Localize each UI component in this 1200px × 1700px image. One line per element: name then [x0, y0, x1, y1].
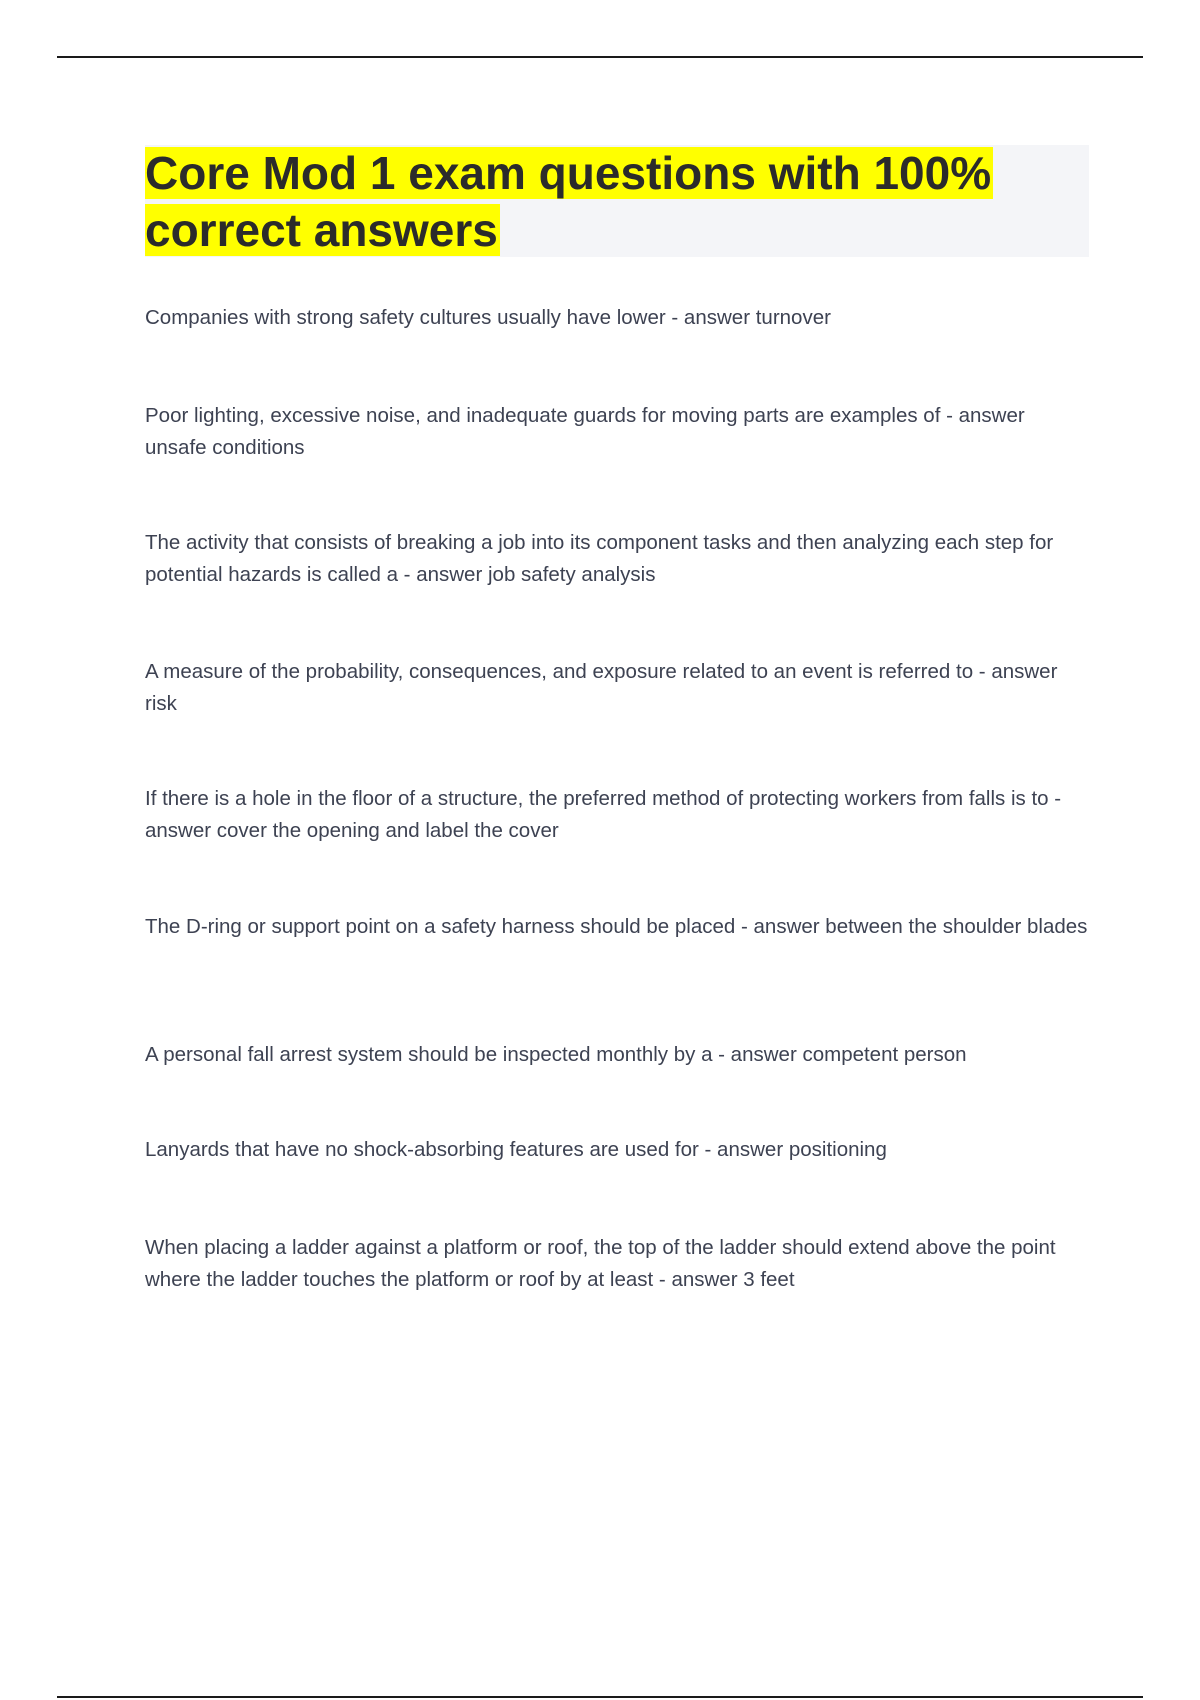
- footer-rule: [57, 1696, 1143, 1698]
- qa-item-1: Companies with strong safety cultures usually have lower - answer turnover: [145, 306, 831, 329]
- qa-item-8: Lanyards that have no shock-absorbing features are used for - answer positioning: [145, 1138, 887, 1161]
- qa-item-7: A personal fall arrest system should be inspected monthly by a - answer competent person: [145, 1043, 967, 1066]
- qa-item-4: A measure of the probability, consequences, and exposure related to an event is referred to - answer risk: [145, 660, 1058, 715]
- qa-item-3: The activity that consists of breaking a job into its component tasks and then analyzing each step for potential hazards is called a - answer job safety analysis: [145, 531, 1054, 586]
- qa-item-9: When placing a ladder against a platform or roof, the top of the ladder should extend above the point where the ladder touches the platform or roof by at least - answer 3 feet: [145, 1236, 1056, 1291]
- qa-item-2: Poor lighting, excessive noise, and inadequate guards for moving parts are examples of - answer unsafe conditions: [145, 404, 1025, 459]
- document-title: [145, 145, 1065, 259]
- title-highlight: Core Mod 1 exam questions with 100% correct answers: [145, 147, 992, 256]
- title-block: [145, 145, 1089, 257]
- qa-item-5: If there is a hole in the floor of a structure, the preferred method of protecting workers from falls is to - answer cover the opening and label the cover: [145, 787, 1062, 842]
- header-rule: [57, 56, 1143, 58]
- qa-item-6: The D-ring or support point on a safety harness should be placed - answer between the shoulder blades: [145, 915, 1088, 938]
